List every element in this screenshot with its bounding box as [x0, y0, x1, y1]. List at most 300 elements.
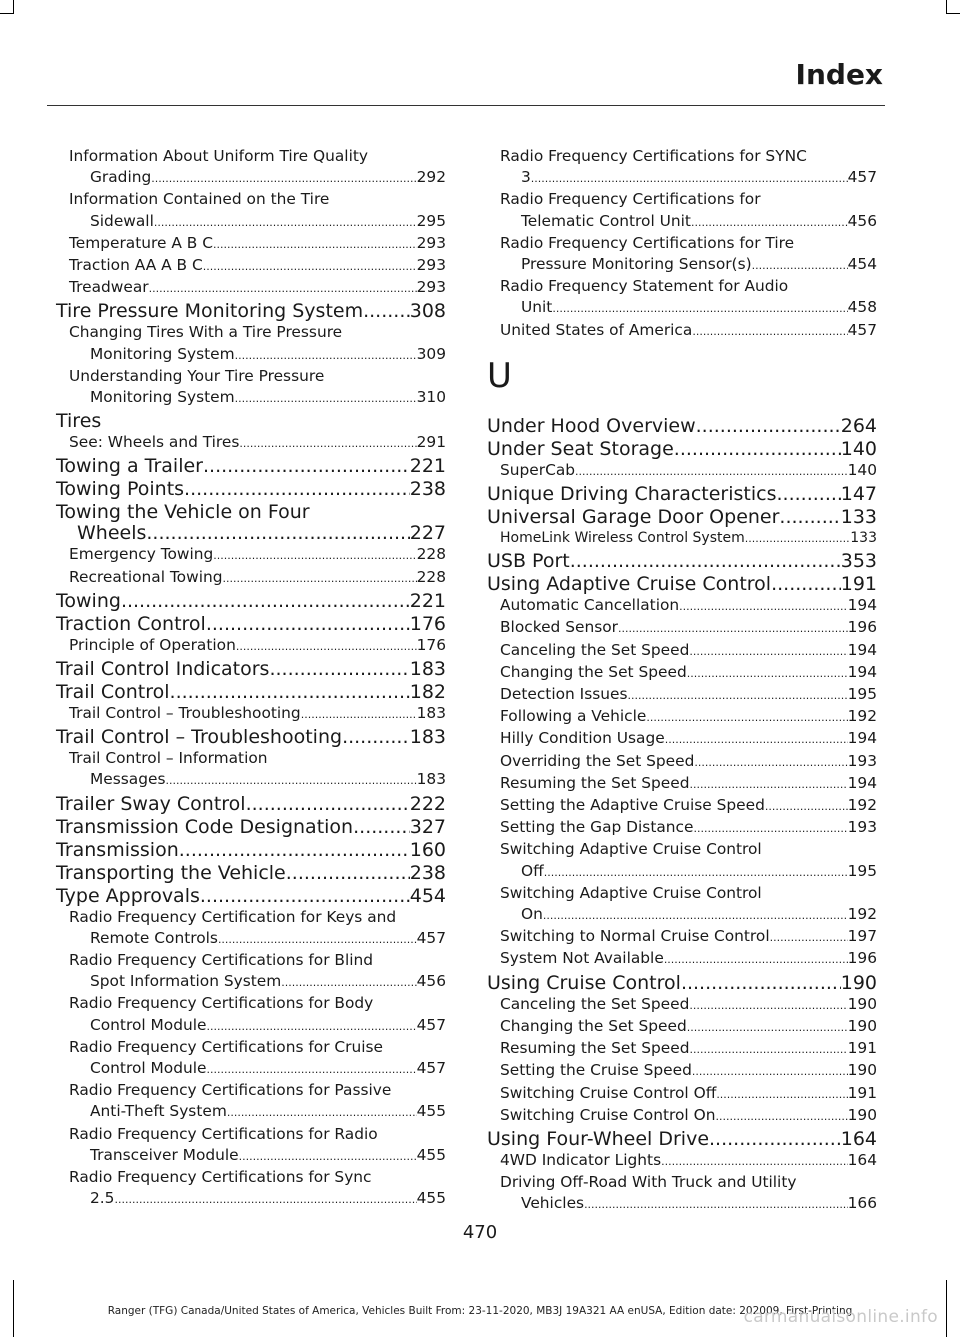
index-sub-entry[interactable] — [487, 795, 877, 817]
entry-label: Resuming the Set Speed — [500, 773, 690, 792]
entry-label-line: Monitoring System — [90, 388, 235, 407]
entry-label: Trail Control – Troubleshooting — [56, 726, 343, 749]
entry-label-line: Switching Adaptive Cruise Control — [500, 883, 762, 902]
entry-page-number: 183 — [416, 770, 446, 789]
leader-dots — [213, 234, 417, 255]
entry-label-line: Sidewall — [90, 211, 154, 230]
entry-page-number: 193 — [847, 751, 877, 770]
leader-dots — [687, 1017, 848, 1038]
entry-page-number: 264 — [840, 414, 877, 437]
entry-page-number: 194 — [847, 640, 877, 659]
entry-label: Switching to Normal Cruise Control — [500, 927, 770, 946]
entry-label-line: Radio Frequency Statement for Audio — [500, 277, 789, 296]
index-main-entry[interactable] — [56, 794, 446, 815]
leader-dots — [239, 433, 416, 454]
leader-dots — [687, 663, 848, 684]
entry-page-number: 327 — [409, 815, 446, 838]
entry-page-number: 457 — [847, 320, 877, 339]
entry-label: Switching Cruise Control Off — [500, 1083, 717, 1102]
entry-page-number: 183 — [409, 726, 446, 749]
leader-dots — [692, 1061, 848, 1082]
entry-label: System Not Available — [500, 949, 664, 968]
entry-page-number: 160 — [409, 838, 446, 861]
leader-dots — [627, 685, 847, 706]
entry-page-number: 454 — [409, 884, 446, 907]
entry-page-number: 221 — [409, 589, 446, 612]
entry-page-number: 183 — [416, 704, 446, 723]
index-main-entry[interactable] — [56, 817, 446, 838]
index-main-entry[interactable] — [56, 659, 446, 680]
entry-label: Principle of Operation — [69, 635, 236, 654]
entry-page-number: 221 — [409, 455, 446, 478]
crop-mark-top-left-h — [0, 13, 14, 14]
entry-page-number: 147 — [840, 483, 877, 506]
entry-label: Setting the Cruise Speed — [500, 1061, 692, 1080]
index-sub-entry[interactable] — [487, 706, 877, 728]
entry-page-number: 293 — [416, 278, 446, 297]
entry-label-line: Radio Frequency Certifications for Tire — [500, 233, 795, 252]
entry-page-number: 166 — [847, 1194, 877, 1213]
index-sub-entry[interactable] — [487, 1038, 877, 1060]
leader-dots — [752, 255, 848, 276]
entry-page-number: 194 — [847, 596, 877, 615]
entry-page-number: 457 — [416, 1015, 446, 1034]
leader-dots — [694, 752, 847, 773]
index-sub-entry[interactable] — [487, 617, 877, 639]
leader-dots — [223, 568, 417, 589]
entry-label: SuperCab — [500, 460, 576, 479]
entry-label: Universal Garage Door Opener — [487, 506, 780, 529]
entry-label: Transmission — [56, 838, 179, 861]
leader-dots — [765, 796, 848, 817]
watermark-text: carmanualsonline.info — [743, 1307, 938, 1327]
crop-mark-top-right-h — [946, 13, 960, 14]
index-main-entry[interactable] — [56, 840, 446, 861]
index-main-entry[interactable] — [487, 551, 877, 572]
entry-page-number: 238 — [409, 861, 446, 884]
index-main-entry[interactable] — [487, 1129, 877, 1150]
entry-page-number: 457 — [416, 928, 446, 947]
index-sub-entry[interactable] — [56, 635, 446, 657]
leader-dots — [709, 1129, 841, 1150]
leader-dots — [165, 770, 416, 791]
index-sub-entry[interactable] — [487, 595, 877, 617]
entry-page-number: 133 — [840, 506, 877, 529]
index-sub-entry[interactable] — [487, 817, 877, 839]
leader-dots — [770, 927, 848, 948]
index-sub-entry[interactable] — [56, 1167, 446, 1210]
entry-page-number: 190 — [847, 994, 877, 1013]
entry-label: Type Approvals — [56, 884, 200, 907]
index-main-entry[interactable] — [487, 574, 877, 595]
entry-label: Hilly Condition Usage — [500, 729, 665, 748]
index-sub-entry[interactable] — [56, 544, 446, 566]
index-sub-entry[interactable] — [487, 883, 877, 926]
index-sub-entry[interactable] — [56, 1124, 446, 1167]
leader-dots — [715, 1106, 847, 1127]
leader-dots — [149, 278, 417, 299]
entry-label-line: Towing the Vehicle on Four — [56, 501, 310, 524]
entry-page-number: 191 — [840, 573, 877, 596]
entry-label-line: Driving Off-Road With Truck and Utility — [500, 1173, 797, 1192]
leader-dots — [179, 840, 410, 861]
entry-label: Using Cruise Control — [487, 971, 681, 994]
leader-dots — [236, 636, 417, 657]
index-sub-entry[interactable] — [487, 728, 877, 750]
index-sub-entry[interactable] — [487, 662, 877, 684]
entry-label: Changing the Set Speed — [500, 662, 687, 681]
entry-page-number: 193 — [847, 818, 877, 837]
entry-page-number: 190 — [847, 1016, 877, 1035]
entry-label-line: Radio Frequency Certifications for Blind — [69, 951, 374, 970]
entry-label-line: Radio Frequency Certifications for SYNC — [500, 147, 807, 165]
index-sub-entry[interactable] — [56, 703, 446, 725]
crop-mark-top-right — [946, 0, 947, 14]
entry-label: Emergency Towing — [69, 545, 214, 564]
header-divider — [47, 105, 885, 106]
entry-label-line: Transceiver Module — [90, 1145, 239, 1164]
entry-page-number: 291 — [416, 433, 446, 452]
leader-dots — [693, 818, 847, 839]
index-sub-entry[interactable] — [56, 322, 446, 365]
index-main-entry[interactable] — [56, 502, 446, 544]
entry-label: Treadwear — [69, 278, 149, 297]
entry-label: United States of America — [500, 320, 693, 339]
index-column-left — [56, 146, 446, 1211]
entry-label-line: Grading — [90, 168, 152, 187]
entry-label: 4WD Indicator Lights — [500, 1150, 662, 1169]
entry-label: Recreational Towing — [69, 567, 223, 586]
entry-page-number: 195 — [847, 685, 877, 704]
entry-page-number: 353 — [840, 550, 877, 573]
index-sub-entry[interactable] — [487, 1016, 877, 1038]
leader-dots — [170, 682, 410, 703]
entry-page-number: 238 — [409, 478, 446, 501]
leader-dots — [544, 862, 848, 883]
index-sub-entry[interactable] — [56, 1080, 446, 1123]
entry-label-line: 2.5 — [90, 1189, 115, 1208]
index-column-right — [487, 146, 877, 1216]
index-sub-entry[interactable] — [56, 366, 446, 409]
entry-page-number: 228 — [416, 545, 446, 564]
leader-dots — [235, 345, 417, 366]
entry-page-number: 182 — [409, 681, 446, 704]
leader-dots — [114, 1189, 416, 1210]
entry-label-line: Changing Tires With a Tire Pressure — [69, 323, 343, 342]
index-sub-entry[interactable] — [487, 839, 877, 882]
entry-label: USB Port — [487, 550, 570, 573]
entry-label-line: Remote Controls — [90, 928, 218, 947]
entry-label-line: Unit — [521, 298, 553, 317]
leader-dots — [246, 794, 410, 815]
entry-label: Traction Control — [56, 612, 206, 635]
index-sub-entry[interactable] — [487, 773, 877, 795]
index-sub-entry[interactable] — [487, 751, 877, 773]
entry-page-number: 227 — [409, 522, 446, 545]
entry-label-line: Control Module — [90, 1015, 207, 1034]
entry-page-number: 455 — [416, 1189, 446, 1208]
entry-page-number: 195 — [847, 861, 877, 880]
leader-dots — [674, 439, 841, 460]
leader-dots — [661, 1151, 848, 1172]
entry-label-line: Switching Adaptive Cruise Control — [500, 840, 762, 859]
index-sub-entry[interactable] — [56, 255, 446, 277]
entry-label: Using Adaptive Cruise Control — [487, 573, 772, 596]
entry-label: Transmission Code Designation — [56, 815, 354, 838]
entry-page-number: 194 — [847, 773, 877, 792]
leader-dots — [690, 1039, 848, 1060]
entry-page-number: 133 — [850, 530, 877, 547]
entry-label: Automatic Cancellation — [500, 596, 680, 615]
entry-page-number: 164 — [847, 1150, 877, 1169]
entry-label: Overriding the Set Speed — [500, 751, 695, 770]
page-title: Index — [795, 58, 883, 91]
entry-label: Trail Control – Troubleshooting — [69, 704, 301, 723]
leader-dots — [184, 479, 410, 500]
index-sub-entry[interactable] — [487, 926, 877, 948]
entry-label: Canceling the Set Speed — [500, 640, 690, 659]
index-main-entry[interactable] — [56, 727, 446, 748]
entry-page-number: 164 — [840, 1127, 877, 1150]
entry-label: Under Seat Storage — [487, 437, 674, 460]
entry-label: Traction AA A B C — [69, 256, 203, 275]
entry-label-line: Information About Uniform Tire Quality — [69, 147, 368, 165]
entry-label: Following a Vehicle — [500, 707, 647, 726]
entry-label: Trail Control Indicators — [56, 658, 270, 681]
index-main-entry[interactable] — [56, 456, 446, 477]
index-sub-entry[interactable] — [487, 1083, 877, 1105]
index-sub-entry[interactable] — [487, 684, 877, 706]
entry-page-number: 192 — [847, 796, 877, 815]
index-sub-entry[interactable] — [487, 460, 877, 482]
leader-dots — [151, 168, 416, 189]
entry-label-line: Spot Information System — [90, 972, 282, 991]
index-sub-entry[interactable] — [56, 950, 446, 993]
entry-label-line: Pressure Monitoring Sensor(s) — [521, 255, 752, 274]
entry-page-number: 190 — [840, 971, 877, 994]
leader-dots — [363, 301, 410, 322]
leader-dots — [213, 545, 416, 566]
entry-page-number: 310 — [416, 388, 446, 407]
index-sub-entry[interactable] — [487, 1172, 877, 1215]
leader-dots — [689, 995, 847, 1016]
index-sub-entry[interactable] — [487, 994, 877, 1016]
entry-page-number: 454 — [847, 255, 877, 274]
leader-dots — [207, 1016, 417, 1037]
entry-label: Towing Points — [56, 478, 185, 501]
entry-page-number: 455 — [416, 1102, 446, 1121]
entry-label: Setting the Adaptive Cruise Speed — [500, 796, 765, 815]
leader-dots — [353, 817, 410, 838]
entry-label: See: Wheels and Tires — [69, 433, 240, 452]
index-sub-entry[interactable] — [56, 233, 446, 255]
entry-label: Trailer Sway Control — [56, 792, 246, 815]
entry-page-number: 194 — [847, 662, 877, 681]
leader-dots — [779, 507, 840, 528]
entry-label-line: On — [521, 905, 543, 924]
entry-page-number: 176 — [416, 635, 446, 654]
index-main-entry[interactable] — [56, 863, 446, 884]
index-sub-entry[interactable] — [487, 1105, 877, 1127]
entry-page-number: 295 — [416, 211, 446, 230]
index-sub-entry[interactable] — [487, 276, 877, 319]
leader-dots — [206, 614, 410, 635]
index-main-entry[interactable] — [56, 301, 446, 322]
index-sub-entry[interactable] — [56, 993, 446, 1036]
entry-label: Canceling the Set Speed — [500, 994, 690, 1013]
index-sub-entry[interactable] — [56, 1037, 446, 1080]
leader-dots — [690, 774, 848, 795]
entry-label: Changing the Set Speed — [500, 1016, 687, 1035]
section-letter: U — [487, 355, 512, 396]
entry-label: Using Four-Wheel Drive — [487, 1127, 710, 1150]
index-sub-entry[interactable] — [487, 640, 877, 662]
leader-dots — [227, 1102, 417, 1123]
index-main-entry[interactable] — [487, 484, 877, 505]
entry-page-number: 293 — [416, 233, 446, 252]
leader-dots — [771, 574, 841, 595]
entry-label-line: Off — [521, 861, 544, 880]
index-main-entry[interactable] — [56, 682, 446, 703]
index-sub-entry[interactable] — [487, 320, 877, 342]
index-main-entry[interactable] — [56, 886, 446, 907]
index-main-entry[interactable] — [487, 507, 877, 528]
leader-dots — [691, 212, 848, 233]
entry-page-number: 183 — [409, 658, 446, 681]
leader-dots — [121, 591, 410, 612]
leader-dots — [154, 212, 417, 233]
entry-label-line: Anti-Theft System — [90, 1102, 227, 1121]
entry-page-number: 196 — [847, 618, 877, 637]
leader-dots — [218, 929, 417, 950]
index-main-entry[interactable] — [487, 439, 877, 460]
entry-label-line: Trail Control – Information — [69, 749, 268, 768]
entry-page-number: 456 — [416, 972, 446, 991]
entry-label-line: Control Module — [90, 1059, 207, 1078]
leader-dots — [269, 659, 409, 680]
entry-label: Detection Issues — [500, 685, 628, 704]
entry-label: Setting the Gap Distance — [500, 818, 694, 837]
index-main-entry[interactable] — [487, 973, 877, 994]
page-number: 470 — [462, 1222, 498, 1243]
entry-label: Blocked Sensor — [500, 618, 618, 637]
index-sub-entry[interactable] — [56, 146, 446, 189]
index-sub-entry[interactable] — [56, 432, 446, 454]
index-main-entry[interactable] — [487, 416, 877, 437]
entry-page-number: 457 — [416, 1059, 446, 1078]
entry-page-number: 196 — [847, 949, 877, 968]
entry-page-number: 190 — [847, 1105, 877, 1124]
entry-page-number: 309 — [416, 344, 446, 363]
entry-label-line: Radio Frequency Certifications for Body — [69, 994, 374, 1013]
entry-label-line: Vehicles — [521, 1194, 585, 1213]
entry-page-number: 191 — [847, 1039, 877, 1058]
index-sub-entry[interactable] — [487, 528, 877, 549]
entry-label-line: Radio Frequency Certifications for Sync — [69, 1168, 372, 1187]
entry-label: Towing — [56, 589, 121, 612]
index-sub-entry[interactable] — [487, 1150, 877, 1172]
entry-page-number: 457 — [847, 168, 877, 187]
entry-page-number: 455 — [416, 1145, 446, 1164]
entry-page-number: 192 — [847, 707, 877, 726]
leader-dots — [665, 729, 848, 750]
index-main-entry[interactable] — [56, 411, 446, 432]
index-sub-entry[interactable] — [487, 233, 877, 276]
index-sub-entry[interactable] — [56, 748, 446, 791]
entry-page-number: 292 — [416, 168, 446, 187]
leader-dots — [207, 1059, 417, 1080]
index-sub-entry[interactable] — [487, 146, 877, 189]
entry-page-number: 293 — [416, 256, 446, 275]
leader-dots — [203, 256, 417, 277]
leader-dots — [531, 168, 848, 189]
leader-dots — [716, 1084, 847, 1105]
leader-dots — [570, 551, 841, 572]
entry-label: Tires — [56, 410, 102, 433]
index-sub-entry[interactable] — [56, 277, 446, 299]
leader-dots — [200, 886, 410, 907]
entry-label-line: Monitoring System — [90, 344, 235, 363]
entry-label-line: Radio Frequency Certification for Keys and — [69, 907, 397, 926]
index-sub-entry[interactable] — [56, 189, 446, 232]
leader-dots — [342, 727, 410, 748]
entry-page-number: 222 — [409, 792, 446, 815]
leader-dots — [281, 972, 416, 993]
index-sub-entry[interactable] — [487, 948, 877, 970]
leader-dots — [239, 1146, 417, 1167]
index-main-entry[interactable] — [56, 614, 446, 635]
entry-label: Towing a Trailer — [56, 455, 203, 478]
entry-page-number: 228 — [416, 567, 446, 586]
entry-page-number: 191 — [847, 1083, 877, 1102]
leader-dots — [543, 905, 848, 926]
footer-text: Ranger (TFG) Canada/United States of America, Vehicles Built From: 23-11-2020, MB3J 19A321 AA enUSA, Edition date: 202009, First-Printing — [107, 1305, 853, 1317]
leader-dots — [679, 596, 847, 617]
entry-label-line: Radio Frequency Certifications for Cruise — [69, 1037, 384, 1056]
leader-dots — [301, 704, 417, 725]
entry-label-line: Radio Frequency Certifications for Passive — [69, 1081, 392, 1100]
entry-label-line: Understanding Your Tire Pressure — [69, 366, 325, 385]
leader-dots — [146, 523, 409, 544]
entry-label-line: 3 — [521, 168, 531, 187]
leader-dots — [692, 321, 847, 342]
index-main-entry[interactable] — [56, 479, 446, 500]
index-sub-entry[interactable] — [56, 907, 446, 950]
leader-dots — [689, 641, 847, 662]
leader-dots — [575, 461, 848, 482]
entry-label-line: Radio Frequency Certifications for — [500, 190, 761, 209]
crop-mark-top-left — [13, 0, 14, 14]
leader-dots — [745, 528, 851, 549]
index-sub-entry[interactable] — [487, 1060, 877, 1082]
leader-dots — [646, 707, 847, 728]
entry-page-number: 308 — [409, 300, 446, 323]
entry-label: Temperature A B C — [69, 233, 213, 252]
entry-label: Transporting the Vehicle — [56, 861, 286, 884]
index-sub-entry[interactable] — [56, 567, 446, 589]
index-main-entry[interactable] — [56, 591, 446, 612]
entry-page-number: 176 — [409, 612, 446, 635]
leader-dots — [584, 1194, 848, 1215]
index-sub-entry[interactable] — [487, 189, 877, 232]
entry-label: Resuming the Set Speed — [500, 1039, 690, 1058]
leader-dots — [664, 949, 848, 970]
entry-page-number: 194 — [847, 729, 877, 748]
entry-label-line: Telematic Control Unit — [521, 211, 691, 230]
leader-dots — [552, 298, 847, 319]
leader-dots — [203, 456, 410, 477]
entry-label: Tire Pressure Monitoring System — [56, 300, 364, 323]
